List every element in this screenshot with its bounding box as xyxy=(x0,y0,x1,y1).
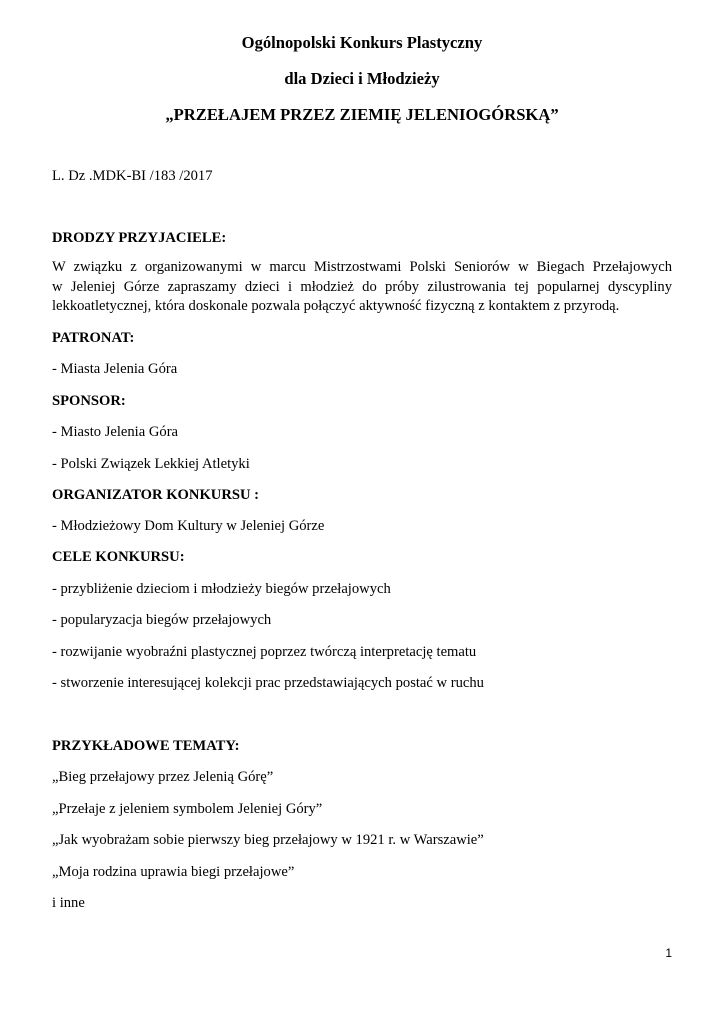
greeting-heading: DRODZY PRZYJACIELE: xyxy=(52,230,227,246)
cele-item-1: - przybliżenie dzieciom i młodzieży biegów przełajowych xyxy=(52,581,391,597)
greeting-line-3: lekkoatletycznej, która doskonale pozwala połączyć aktywność fizyczną z kontaktem z przyrodą. xyxy=(52,298,620,315)
tematy-item-4: „Moja rodzina uprawia biegi przełajowe” xyxy=(52,864,295,880)
patronat-item-1: - Miasta Jelenia Góra xyxy=(52,361,178,377)
organizator-heading: ORGANIZATOR KONKURSU : xyxy=(52,487,260,503)
sponsor-item-1: - Miasto Jelenia Góra xyxy=(52,424,179,440)
cele-item-2: - popularyzacja biegów przełajowych xyxy=(52,612,272,628)
tematy-heading: PRZYKŁADOWE TEMATY: xyxy=(52,738,240,754)
tematy-item-2: „Przełaje z jeleniem symbolem Jeleniej Góry” xyxy=(52,801,323,817)
greeting-paragraph xyxy=(52,258,672,317)
title-line-3: „PRZEŁAJEM PRZEZ ZIEMIĘ JELENIOGÓRSKĄ” xyxy=(165,105,559,124)
reference-number: L. Dz .MDK-BI /183 /2017 xyxy=(52,168,213,184)
tematy-item-1: „Bieg przełajowy przez Jelenią Górę” xyxy=(52,769,274,785)
cele-item-4: - stworzenie interesującej kolekcji prac przedstawiających postać w ruchu xyxy=(52,675,484,691)
greeting-line-2: w Jeleniej Górze zapraszamy dzieci i młodzież do próby zilustrowania tej popularnej dyscypliny xyxy=(52,278,672,295)
cele-heading: CELE KONKURSU: xyxy=(52,549,185,565)
patronat-heading: PATRONAT: xyxy=(52,330,135,346)
sponsor-heading: SPONSOR: xyxy=(52,393,126,409)
title-line-1: Ogólnopolski Konkurs Plastyczny xyxy=(241,33,483,52)
cele-item-3: - rozwijanie wyobraźni plastycznej poprzez twórczą interpretację tematu xyxy=(52,644,477,660)
sponsor-item-2: - Polski Związek Lekkiej Atletyki xyxy=(52,456,250,472)
page-number: 1 xyxy=(665,946,672,960)
title-line-2: dla Dzieci i Młodzieży xyxy=(284,69,440,88)
tematy-item-3: „Jak wyobrażam sobie pierwszy bieg przełajowy w 1921 r. w Warszawie” xyxy=(52,832,484,848)
organizator-item-1: - Młodzieżowy Dom Kultury w Jeleniej Górze xyxy=(52,518,325,534)
tematy-item-5: i inne xyxy=(52,895,85,911)
greeting-line-1: W związku z organizowanymi w marcu Mistrzostwami Polski Seniorów w Biegach Przełajowych xyxy=(52,259,672,275)
